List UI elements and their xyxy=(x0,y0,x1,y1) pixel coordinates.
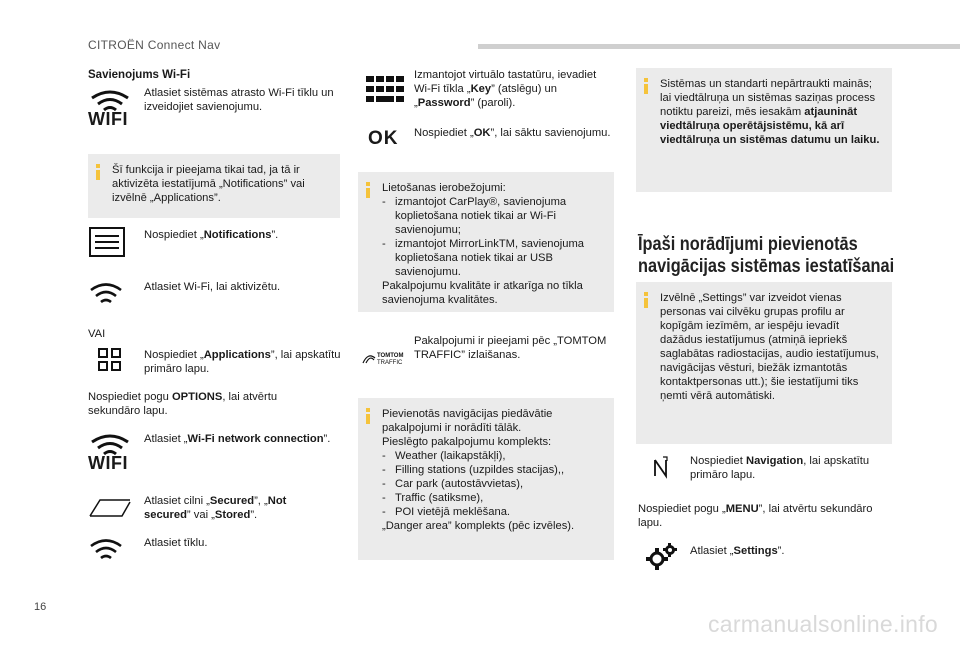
applications-icon xyxy=(98,348,122,372)
step-notifications xyxy=(144,228,344,242)
step-keyword: OK xyxy=(473,127,491,139)
settings-gear-icon xyxy=(644,542,678,572)
list-item: - POI vietējā meklēšana. xyxy=(382,505,604,519)
usage-limits-list xyxy=(382,195,604,279)
step-press-menu xyxy=(638,502,894,530)
step-select-network: Atlasiet sistēmas atrasto Wi-Fi tīklu un izveidojiet savienojumu. xyxy=(144,87,334,113)
info-box-system-update xyxy=(636,68,892,192)
step-text: ”, „ xyxy=(254,495,268,507)
keyboard-icon xyxy=(366,76,406,106)
step-select-settings xyxy=(690,544,890,558)
wifi-icon xyxy=(88,88,132,134)
step-keyword: Applications xyxy=(203,349,271,361)
step-wifi-network-connection xyxy=(144,432,334,446)
step-press-navigation xyxy=(690,454,890,482)
watermark: carmanualsonline.info xyxy=(707,611,938,637)
info-marker-icon xyxy=(366,408,370,422)
step-text: Nospiediet „ xyxy=(144,229,204,241)
step-text: Izmantojot virtuālo tastatūru, ievadiet Wi-Fi tīkla „ xyxy=(414,69,597,95)
wifi-icon-label: WIFI xyxy=(88,453,128,473)
step-text: ” vai „ xyxy=(186,509,215,521)
section-title-wifi: Savienojums Wi-Fi xyxy=(88,69,191,81)
step-text: , lai atvērtu sekundāro lapu. xyxy=(88,391,278,417)
step-keyword: MENU xyxy=(725,503,759,515)
services-list xyxy=(382,449,604,519)
step-text: Atlasiet „ xyxy=(144,433,188,445)
info-emphasis: atjaunināt viedtālruņa operētājsistēmu, kā arī viedtālruņa un sistēmas datumu un laiku. xyxy=(660,106,880,146)
step-select-tab xyxy=(144,494,334,522)
tomtom-traffic-icon xyxy=(362,350,408,366)
info-text: Šī funkcija ir pieejama tikai tad, ja tā ir aktivizēta iestatījumā „Notifications” vai izvēlnē „Applications”. xyxy=(112,164,305,204)
info-box-notifications xyxy=(88,154,340,218)
step-keyword: Stored xyxy=(214,509,251,521)
section-title-settings: Īpaši norādījumi pievienotās navigācijas sistēmas iestatīšanai xyxy=(638,234,895,277)
list-item: - Car park (autostāvvietas), xyxy=(382,477,604,491)
step-text: ”. xyxy=(250,509,258,521)
step-keyword: Wi-Fi network connection xyxy=(187,433,324,445)
step-text: ”, lai sāktu savienojumu. xyxy=(490,127,611,139)
step-keyword: Key xyxy=(470,83,492,95)
step-text: Nospiediet „ xyxy=(144,349,204,361)
info-marker-icon xyxy=(96,164,100,178)
step-keyword: Notifications xyxy=(203,229,272,241)
step-text: Nospiediet pogu xyxy=(88,391,172,403)
step-text: Nospiediet „ xyxy=(414,127,474,139)
list-item: - izmantojot MirrorLinkTM, savienojuma koplietošana notiek tikai ar USB savienojumu. xyxy=(382,237,604,279)
wifi-icon xyxy=(88,536,124,564)
wifi-icon xyxy=(88,432,132,478)
wifi-icon xyxy=(88,280,124,308)
step-keyword: Not secured xyxy=(144,495,287,521)
list-item: - Weather (laikapstākļi), xyxy=(382,449,604,463)
step-text: Atlasiet „ xyxy=(690,545,734,557)
info-intro: Pievienotās navigācijas piedāvātie pakalpojumi ir norādīti tālāk. xyxy=(382,408,553,434)
info-marker-icon xyxy=(366,182,370,196)
list-item: - Filling stations (uzpildes stacijas),, xyxy=(382,463,604,477)
svg-text:TRAFFIC: TRAFFIC xyxy=(377,360,403,366)
step-text: ”. xyxy=(323,433,331,445)
info-box-usage-limits xyxy=(358,172,614,312)
step-keyword: Secured xyxy=(209,495,255,507)
page-number: 16 xyxy=(34,601,47,613)
step-text: ”. xyxy=(271,229,279,241)
info-box-settings-profiles xyxy=(636,282,892,444)
step-options xyxy=(88,390,328,418)
info-footer: „Danger area” komplekts (pēc izvēles). xyxy=(382,520,575,532)
or-label: VAI xyxy=(88,328,106,340)
step-applications xyxy=(144,348,344,376)
step-activate-wifi: Atlasiet Wi-Fi, lai aktivizētu. xyxy=(144,281,281,293)
step-text: ”, lai apskatītu primāro lapu. xyxy=(144,349,341,375)
notifications-icon xyxy=(88,226,128,260)
step-keyword: Settings xyxy=(733,545,778,557)
info-text: Sistēmas un standarti nepārtraukti mainās; lai viedtālruņa un sistēmas saziņas process notiktu pareizi, mēs iesakām xyxy=(660,78,876,118)
navigation-icon xyxy=(652,456,670,480)
step-tomtom-traffic: Pakalpojumi ir pieejami pēc „TOMTOM TRAFFIC” izlaišanas. xyxy=(414,335,607,361)
step-keyword: Password xyxy=(417,97,471,109)
step-text: Atlasiet cilni „ xyxy=(144,495,210,507)
tab-icon xyxy=(88,496,132,520)
info-title: Pieslēgto pakalpojumu komplekts: xyxy=(382,436,552,448)
step-text: ”. xyxy=(777,545,785,557)
step-text: Nospiediet xyxy=(690,455,746,467)
step-text: ” (paroli). xyxy=(470,97,516,109)
step-text: Nospiediet pogu „ xyxy=(638,503,726,515)
step-select-network: Atlasiet tīklu. xyxy=(144,537,208,549)
header-title: CITROËN Connect Nav xyxy=(88,38,221,52)
info-title: Lietošanas ierobežojumi: xyxy=(382,182,506,194)
step-text: ” (atslēgu) un „ xyxy=(414,83,558,109)
wifi-icon-label: WIFI xyxy=(88,109,128,129)
step-text: ”, lai atvērtu sekundāro lapu. xyxy=(638,503,873,529)
step-keyword: Navigation xyxy=(745,455,804,467)
header-rule xyxy=(478,44,960,49)
info-marker-icon xyxy=(644,78,648,92)
step-press-ok xyxy=(414,126,614,140)
step-keyword: OPTIONS xyxy=(171,391,223,403)
info-text: Izvēlnē „Settings” var izveidot vienas personas vai cilvēku grupas profilu ar kopīgām iezīmēm, ar iespēju ievadīt dažādus iestatījumus (atmiņā iepriekš saglabātas radiostacijas, audio iestatījumus, navigācijas vēsturi, biežāk izmantotās kontaktpersonas utt.); šie iestatījumi tiks ņemti vērā automātiski. xyxy=(660,292,879,402)
step-enter-key-password xyxy=(414,68,614,110)
list-item: - Traffic (satiksme), xyxy=(382,491,604,505)
svg-text:TOMTOM: TOMTOM xyxy=(377,353,404,359)
info-footer: Pakalpojumu kvalitāte ir atkarīga no tīkla savienojuma kvalitātes. xyxy=(382,280,583,306)
list-item: - izmantojot CarPlay®, savienojuma koplietošana notiek tikai ar Wi-Fi savienojumu; xyxy=(382,195,604,237)
info-box-connected-services xyxy=(358,398,614,560)
ok-icon: OK xyxy=(368,128,399,149)
info-marker-icon xyxy=(644,292,648,306)
step-text: , lai apskatītu primāro lapu. xyxy=(690,455,870,481)
